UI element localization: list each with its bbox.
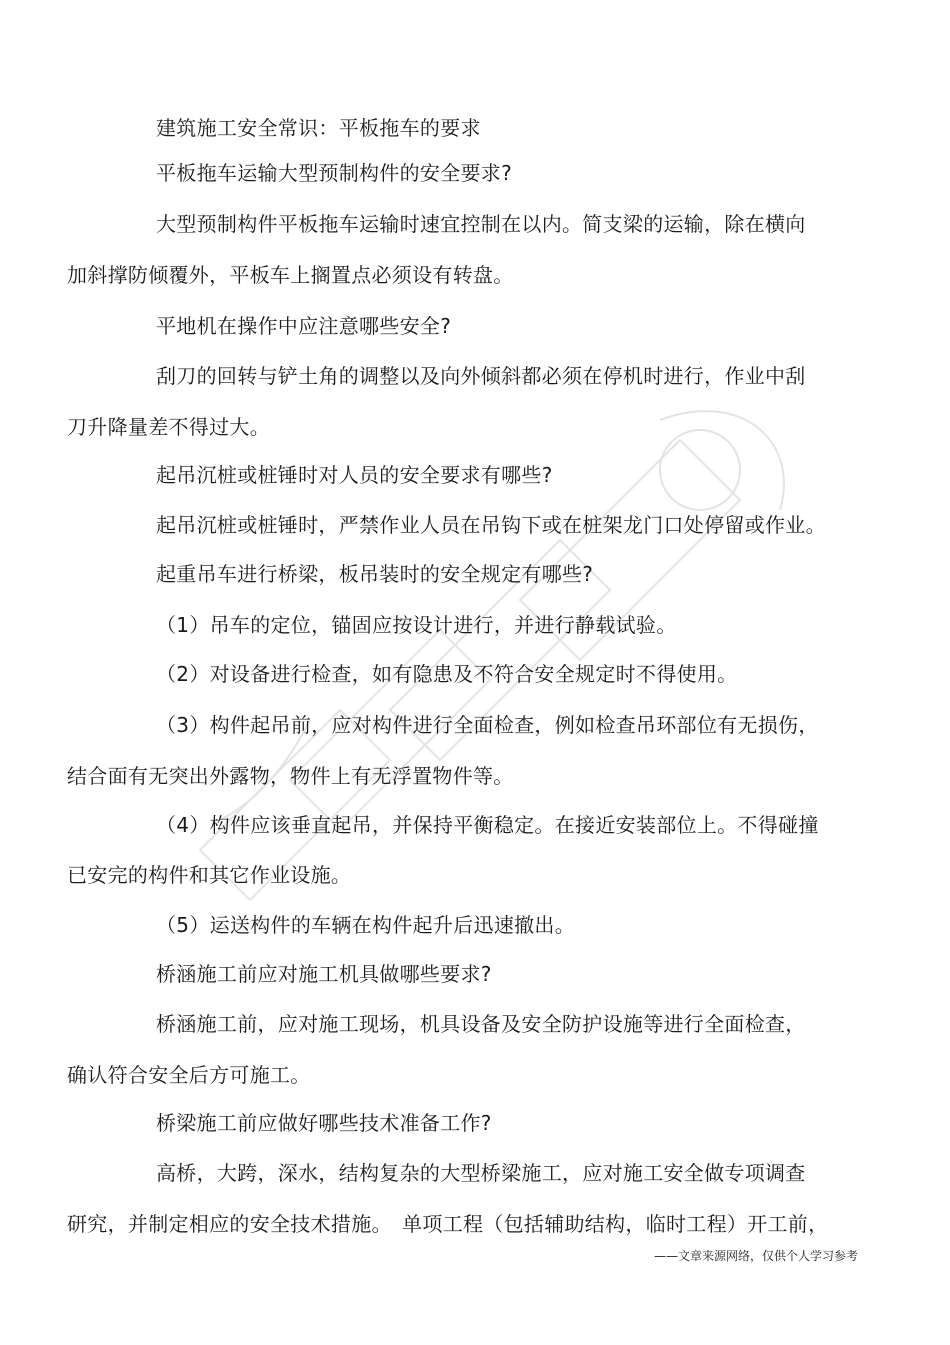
- question-heading: 起吊沉桩或桩锤时对人员的安全要求有哪些?: [156, 463, 553, 487]
- question-heading: 平地机在操作中应注意哪些安全?: [156, 314, 452, 338]
- paragraph-line: 大型预制构件平板拖车运输时速宜控制在以内。简支梁的运输，除在横向: [156, 212, 806, 236]
- question-heading: 桥涵施工前应对施工机具做哪些要求?: [156, 962, 492, 986]
- paragraph-line: 高桥，大跨，深水，结构复杂的大型桥梁施工，应对施工安全做专项调查: [156, 1161, 806, 1185]
- list-item-continuation: 结合面有无突出外露物，物件上有无浮置物件等。: [67, 764, 514, 788]
- paragraph-line: 刮刀的回转与铲土角的调整以及向外倾斜都必须在停机时进行，作业中刮: [156, 364, 806, 388]
- list-item: （5）运送构件的车辆在构件起升后迅速撤出。: [156, 913, 576, 937]
- paragraph-line: 加斜撑防倾覆外，平板车上搁置点必须设有转盘。: [67, 263, 514, 287]
- question-heading: 起重吊车进行桥梁，板吊装时的安全规定有哪些?: [156, 562, 594, 586]
- list-item: （2）对设备进行检查，如有隐患及不符合安全规定时不得使用。: [156, 662, 738, 686]
- question-heading: 平板拖车运输大型预制构件的安全要求?: [156, 161, 513, 185]
- paragraph-line: 起吊沉桩或桩锤时，严禁作业人员在吊钩下或在桩架龙门口处停留或作业。: [156, 513, 826, 537]
- paragraph-line: 确认符合安全后方可施工。: [67, 1063, 311, 1087]
- question-heading: 桥梁施工前应做好哪些技术准备工作?: [156, 1111, 492, 1135]
- document-title: 建筑施工安全常识：平板拖车的要求: [156, 116, 481, 140]
- list-item: （3）构件起吊前，应对构件进行全面检查，例如检查吊环部位有无损伤，: [156, 713, 819, 737]
- list-item-continuation: 已安完的构件和其它作业设施。: [67, 863, 352, 887]
- list-item: （1）吊车的定位，锚固应按设计进行，并进行静载试验。: [156, 613, 677, 637]
- source-footer: ——文章来源网络，仅供个人学习参考: [653, 1249, 858, 1263]
- list-item: （4）构件应该垂直起吊，并保持平衡稳定。在接近安装部位上。不得碰撞: [156, 813, 819, 837]
- paragraph-line: 桥涵施工前，应对施工现场，机具设备及安全防护设施等进行全面检查，: [156, 1012, 806, 1036]
- paragraph-line: 研究，并制定相应的安全技术措施。 单项工程（包括辅助结构，临时工程）开工前，: [67, 1212, 829, 1236]
- paragraph-line: 刀升降量差不得过大。: [67, 415, 270, 439]
